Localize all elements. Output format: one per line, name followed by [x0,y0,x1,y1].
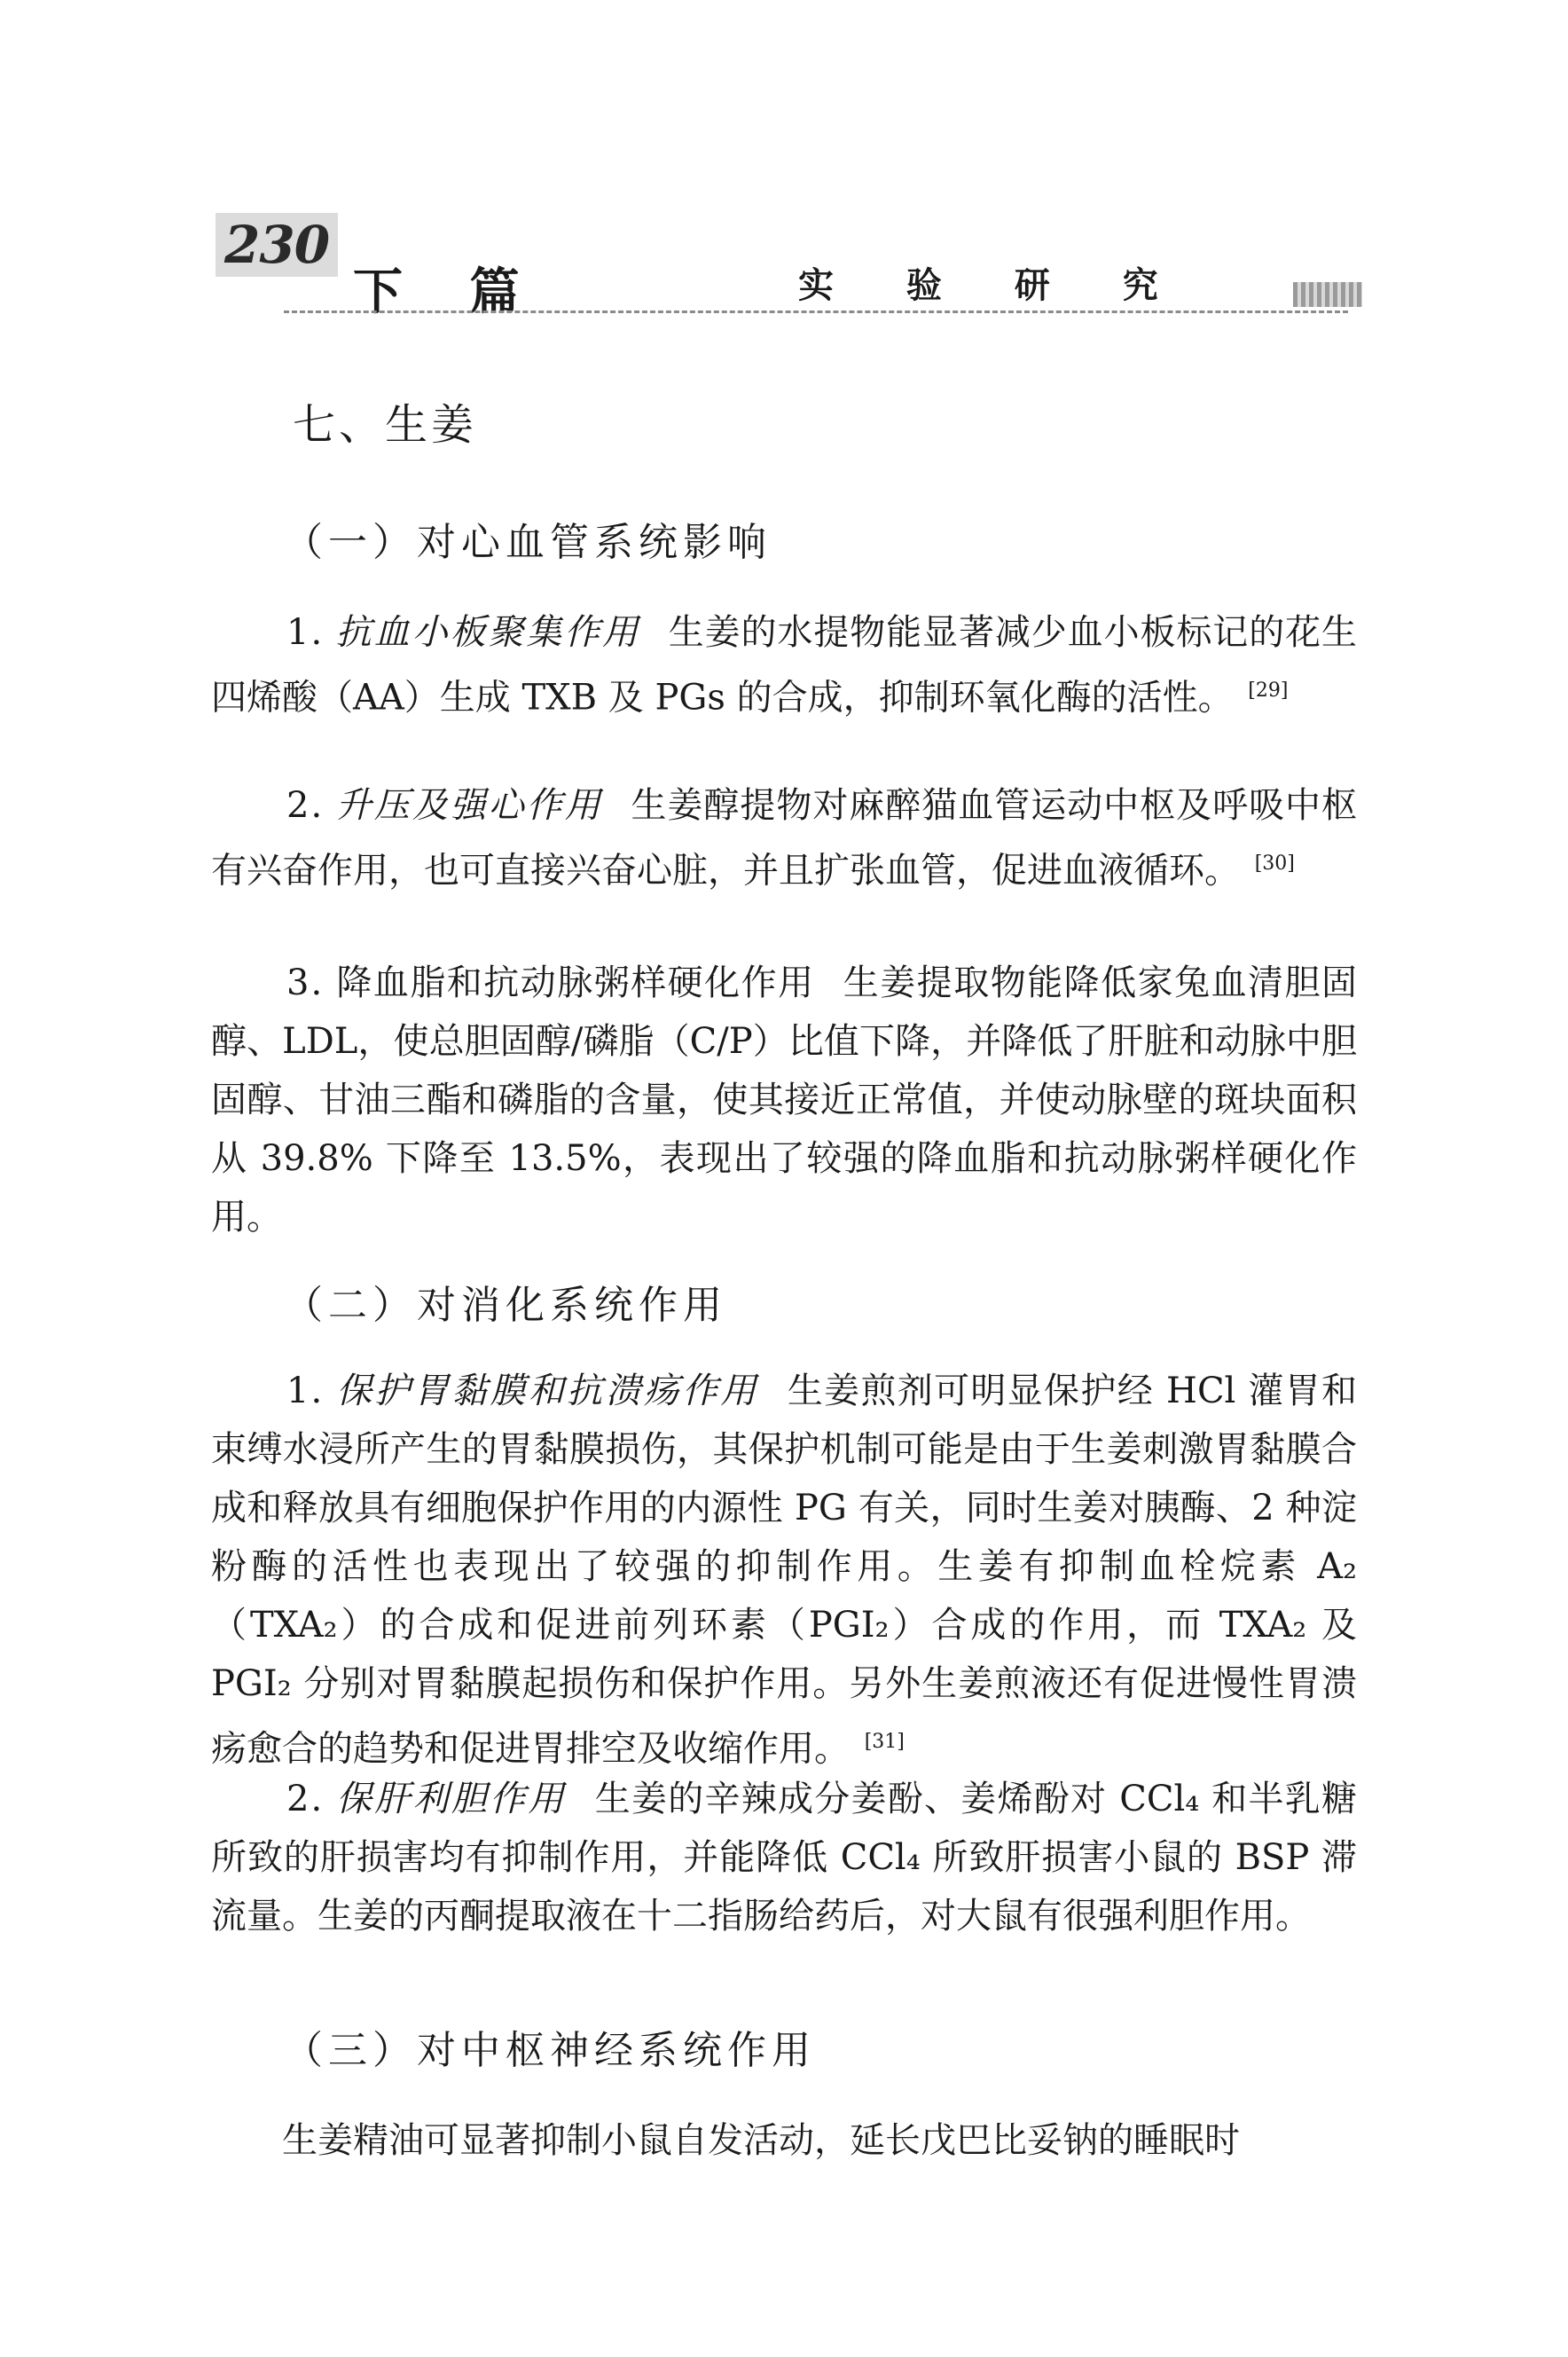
paragraph-cns: 生姜精油可显著抑制小鼠自发活动，延长戊巴比妥钠的睡眠时 [282,2120,1240,2161]
item-text: 生姜提取物能降低家兔血清胆固醇、LDL，使总胆固醇/磷脂（C/P）比值下降，并降低了肝脏和动脉中胆固醇、甘油三酯和磷脂的含量，使其接近正常值，并使动脉壁的斑块面积从 39.8% 下降至 13.5%，表现出了较强的降血脂和抗动脉粥样硬化作用。 [211,962,1358,1237]
item-term: 抗血小板聚集作用 [335,612,641,653]
subsection-title-cardiovascular: （一）对心血管系统影响 [284,520,772,565]
header-ornament [1293,282,1362,307]
item-text: 生姜煎剂可明显保护经 HCl 灌胃和束缚水浸所产生的胃黏膜损伤，其保护机制可能是由于生姜刺激胃黏膜合成和释放具有细胞保护作用的内源性 PG 有关，同时生姜对胰酶、2 种淀粉酶的活性也表现出了较强的抑制作用。生姜有抑制血栓烷素 A₂（TXA₂）的合成和促进前列环素（PGI₂）合成的作用，而 TXA₂ 及 PGI₂ 分别对胃黏膜起损伤和保护作用。另外生姜煎液还有促进慢性胃溃疡愈合的趋势和促进胃排空及收缩作用。 [211,1371,1358,1770]
item-number: 1. [286,1371,325,1411]
running-head: 实 验 研 究 [798,265,1188,306]
item-text: 生姜醇提物对麻醉猫血管运动中枢及呼吸中枢有兴奋作用，也可直接兴奋心脏，并且扩张血管，促进血液循环。 [211,785,1358,892]
item-term: 保肝利胆作用 [336,1779,567,1819]
subsection-title-digestive: （二）对消化系统作用 [284,1283,727,1328]
item-number: 2. [286,1779,325,1819]
citation: [31] [864,1731,905,1753]
citation: [30] [1254,852,1295,875]
paragraph-hepatoprotective [211,1770,1357,1945]
item-number: 2. [286,785,325,826]
item-term: 保护胃黏膜和抗溃疡作用 [336,1371,759,1411]
citation: [29] [1248,680,1289,702]
item-term: 降血脂和抗动脉粥样硬化作用 [336,962,815,1003]
paragraph-gastric-protection [211,1362,1357,1778]
item-term: 升压及强心作用 [335,785,603,826]
subsection-title-cns: （三）对中枢神经系统作用 [284,2028,816,2073]
item-text: 生姜的辛辣成分姜酚、姜烯酚对 CCl₄ 和半乳糖所致的肝损害均有抑制作用，并能降低 CCl₄ 所致肝损害小鼠的 BSP 滞流量。生姜的丙酮提取液在十二指肠给药后，对大鼠有很强利胆作用。 [211,1779,1358,1937]
paragraph-cardiotonic [211,776,1357,900]
item-text: 生姜的水提物能显著减少血小板标记的花生四烯酸（AA）生成 TXB 及 PGs 的合成，抑制环氧化酶的活性。 [211,612,1358,719]
item-number: 1. [286,612,325,653]
paragraph-lipid-lowering [211,954,1357,1246]
header-rule [284,310,1348,313]
page-number: 230 [216,213,338,277]
paragraph-antiplatelet [211,603,1357,727]
item-number: 3. [286,962,325,1003]
part-label: 下 篇 [353,263,545,321]
section-title: 七、生姜 [293,400,478,450]
